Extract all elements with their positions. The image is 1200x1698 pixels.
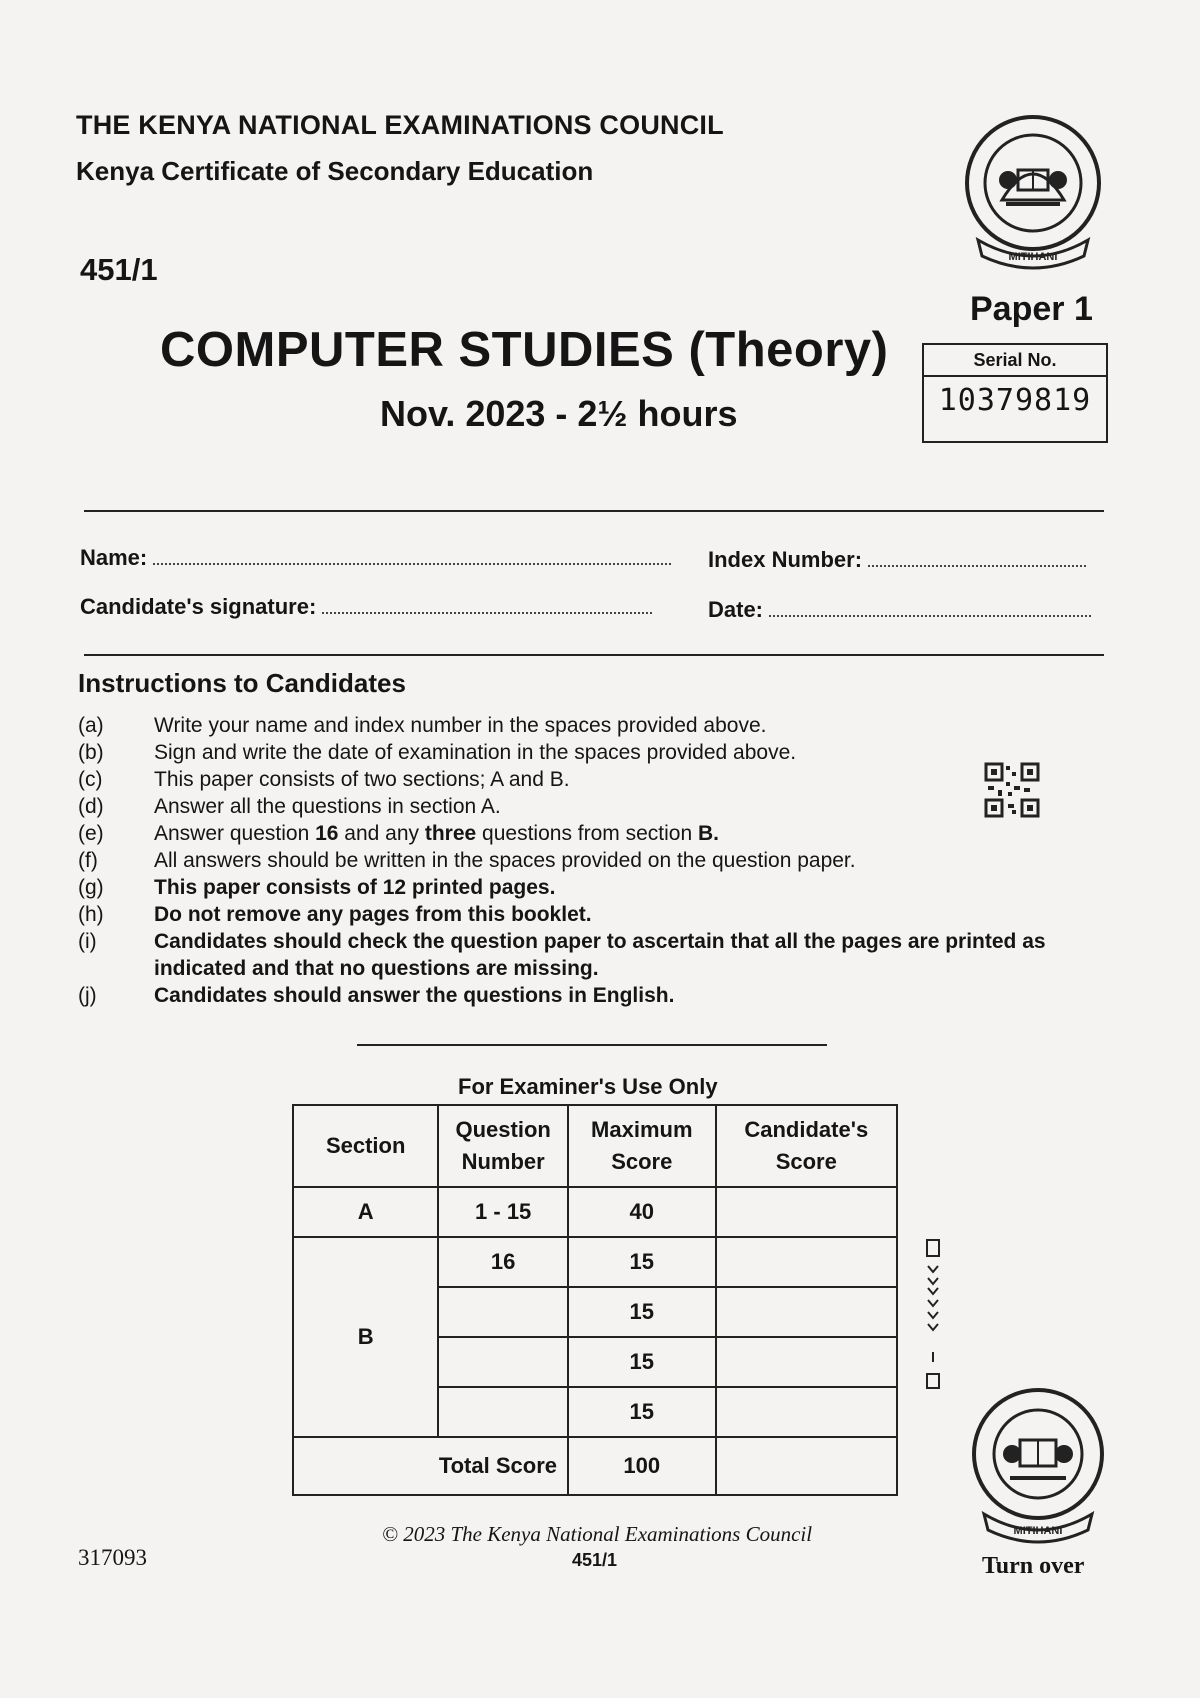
instruction-item: (b) Sign and write the date of examination in the spaces provided above. (78, 741, 797, 764)
score-table (292, 1104, 898, 1496)
instruction-item: (j) Candidates should answer the questions in English. (78, 984, 675, 1007)
date-label: Date: (708, 597, 764, 622)
question-cell: 1 - 15 (438, 1187, 568, 1237)
serial-number-box (922, 343, 1108, 443)
copyright: © 2023 The Kenya National Examinations Council (382, 1522, 813, 1546)
council-name: THE KENYA NATIONAL EXAMINATIONS COUNCIL (76, 110, 724, 140)
name-line[interactable] (153, 545, 671, 565)
header-candidate-score: Candidate's Score (716, 1105, 897, 1187)
name-field[interactable] (80, 545, 671, 571)
instruction-item: (c) This paper consists of two sections; A and B. (78, 768, 570, 791)
signature-field[interactable] (80, 594, 652, 620)
instructions-list (78, 712, 1058, 1009)
question-cell (438, 1287, 568, 1337)
candidate-score-cell[interactable] (716, 1337, 897, 1387)
instructions-title: Instructions to Candidates (78, 668, 406, 698)
instruction-item: (i) Candidates should check the question paper to ascertain that all the pages are printed as indicated and that no questions are missing. (78, 930, 1046, 980)
index-number-line[interactable] (868, 547, 1086, 567)
table-row (293, 1237, 897, 1287)
section-cell: A (293, 1187, 438, 1237)
candidate-score-cell[interactable] (716, 1187, 897, 1237)
examiner-caption: For Examiner's Use Only (458, 1074, 718, 1099)
knec-logo-icon (958, 108, 1108, 278)
total-max-score: 100 (568, 1437, 716, 1495)
max-score-cell: 15 (568, 1387, 716, 1437)
max-score-cell: 40 (568, 1187, 716, 1237)
exam-session: Nov. 2023 - 2½ hours (380, 393, 738, 434)
header-maximum-score: Maximum Score (568, 1105, 716, 1187)
signature-line[interactable] (322, 594, 652, 614)
serial-value: 10379819 (938, 383, 1092, 418)
table-header-row (293, 1105, 897, 1187)
header-question-number: Question Number (438, 1105, 568, 1187)
section-cell: B (293, 1237, 438, 1437)
seal-banner-text: MITIHANI (1013, 1525, 1063, 1537)
instruction-item: (d) Answer all the questions in section A. (78, 795, 501, 818)
scan-marks-icon (924, 1222, 944, 1394)
max-score-cell: 15 (568, 1287, 716, 1337)
certificate-name: Kenya Certificate of Secondary Education (76, 156, 594, 186)
date-field[interactable] (708, 597, 1091, 623)
paper-number: Paper 1 (970, 290, 1093, 328)
index-number-field[interactable] (708, 547, 1086, 573)
candidate-score-cell[interactable] (716, 1237, 897, 1287)
seal-banner-text: MITIHANI (1008, 251, 1058, 263)
max-score-cell: 15 (568, 1237, 716, 1287)
footer-paper-code: 451/1 (572, 1550, 618, 1570)
divider-middle (84, 654, 1104, 656)
instruction-item: (a) Write your name and index number in the spaces provided above. (78, 714, 767, 737)
paper-code: 451/1 (80, 252, 158, 287)
candidate-score-cell[interactable] (716, 1387, 897, 1437)
instruction-item: (g) This paper consists of 12 printed pages. (78, 876, 556, 899)
knec-seal-icon (966, 1382, 1110, 1552)
divider-top (84, 510, 1104, 512)
date-line[interactable] (769, 597, 1091, 617)
question-cell (438, 1387, 568, 1437)
divider-short (357, 1044, 827, 1046)
document-code: 317093 (78, 1545, 147, 1570)
instruction-item: (f) All answers should be written in the spaces provided on the question paper. (78, 849, 856, 872)
candidate-score-cell[interactable] (716, 1287, 897, 1337)
instruction-item: (e) Answer question 16 and any three questions from section B. (78, 822, 719, 845)
header-section: Section (293, 1105, 438, 1187)
name-label: Name: (80, 545, 148, 570)
total-row (293, 1437, 897, 1495)
index-number-label: Index Number: (708, 547, 863, 572)
question-cell: 16 (438, 1237, 568, 1287)
turn-over: Turn over (982, 1553, 1085, 1579)
serial-label: Serial No. (924, 345, 1106, 377)
question-cell (438, 1337, 568, 1387)
table-row (293, 1187, 897, 1237)
total-candidate-score[interactable] (716, 1437, 897, 1495)
total-label: Total Score (293, 1437, 568, 1495)
instruction-item: (h) Do not remove any pages from this booklet. (78, 903, 592, 926)
subject-title: COMPUTER STUDIES (Theory) (160, 323, 889, 377)
qr-code-icon (984, 762, 1040, 818)
signature-label: Candidate's signature: (80, 594, 317, 619)
max-score-cell: 15 (568, 1337, 716, 1387)
